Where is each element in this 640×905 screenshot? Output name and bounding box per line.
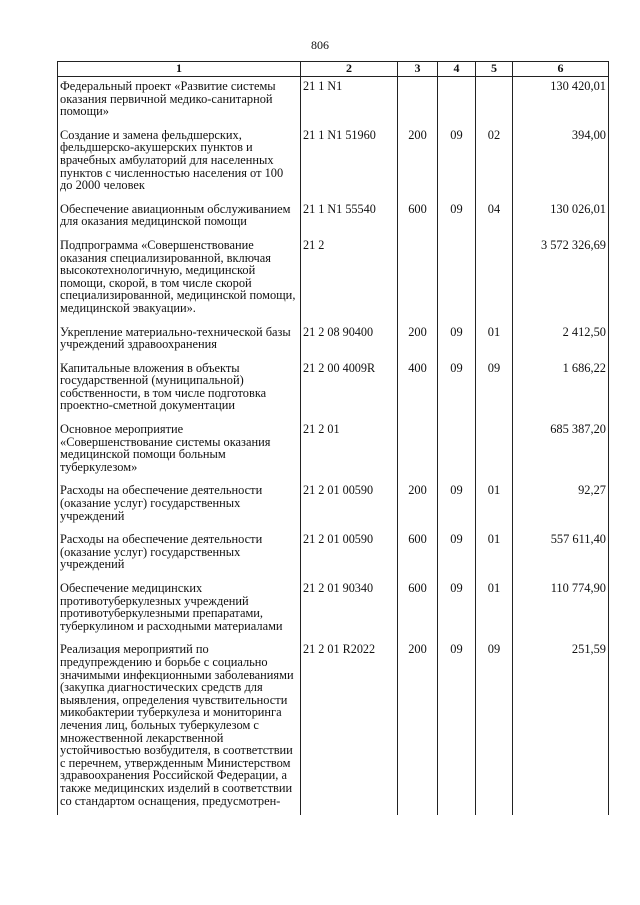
row-type: 200 bbox=[398, 323, 438, 359]
row-type: 200 bbox=[398, 640, 438, 815]
row-amount: 130 420,01 bbox=[513, 77, 609, 126]
table-row bbox=[58, 640, 609, 815]
row-type: 600 bbox=[398, 200, 438, 236]
row-subsection: 01 bbox=[476, 579, 513, 640]
row-amount: 3 572 326,69 bbox=[513, 236, 609, 323]
row-code: 21 1 N1 55540 bbox=[301, 200, 398, 236]
row-code: 21 2 00 4009R bbox=[301, 359, 398, 420]
row-code: 21 1 N1 51960 bbox=[301, 126, 398, 200]
row-amount: 394,00 bbox=[513, 126, 609, 200]
row-name: Обеспечение авиационным обслуживанием для оказания медицинской помощи bbox=[58, 200, 301, 236]
row-name: Федеральный проект «Развитие системы оказания первичной медико-санитарной помощи» bbox=[58, 77, 301, 126]
header-col-4: 4 bbox=[438, 62, 476, 77]
row-code: 21 2 bbox=[301, 236, 398, 323]
row-amount: 557 611,40 bbox=[513, 530, 609, 579]
row-section: 09 bbox=[438, 530, 476, 579]
table-row bbox=[58, 579, 609, 640]
row-section: 09 bbox=[438, 126, 476, 200]
row-subsection: 09 bbox=[476, 359, 513, 420]
budget-table bbox=[57, 61, 609, 815]
row-amount: 1 686,22 bbox=[513, 359, 609, 420]
row-subsection: 01 bbox=[476, 323, 513, 359]
row-type: 600 bbox=[398, 579, 438, 640]
row-amount: 110 774,90 bbox=[513, 579, 609, 640]
table-row bbox=[58, 200, 609, 236]
table-row bbox=[58, 323, 609, 359]
row-subsection: 04 bbox=[476, 200, 513, 236]
row-code: 21 1 N1 bbox=[301, 77, 398, 126]
header-col-3: 3 bbox=[398, 62, 438, 77]
row-type: 600 bbox=[398, 530, 438, 579]
row-code: 21 2 01 90340 bbox=[301, 579, 398, 640]
row-section bbox=[438, 420, 476, 481]
table-row bbox=[58, 530, 609, 579]
page-number: 806 bbox=[311, 38, 329, 52]
header-col-2: 2 bbox=[301, 62, 398, 77]
row-section bbox=[438, 77, 476, 126]
header-col-6: 6 bbox=[513, 62, 609, 77]
row-section: 09 bbox=[438, 200, 476, 236]
table-row bbox=[58, 420, 609, 481]
row-subsection: 01 bbox=[476, 530, 513, 579]
row-code: 21 2 01 00590 bbox=[301, 530, 398, 579]
header-col-5: 5 bbox=[476, 62, 513, 77]
row-subsection: 02 bbox=[476, 126, 513, 200]
row-code: 21 2 01 bbox=[301, 420, 398, 481]
row-section bbox=[438, 236, 476, 323]
row-name: Реализация мероприятий по предупреждению и борьбе с социально значимыми инфекционными заболеваниями (закупка диагностических средств для выявления, определения чувствительности микобактерии туберкулеза и мониторинга лечения лиц, больных туберкулезом с множественной лекарственной устойчивостью возбудителя, в соответствии с перечнем, утвержденным Министерством здравоохранения Российской Федерации, а также медицинских изделий в соответствии со стандартом оснащения, предусмотрен- bbox=[58, 640, 301, 815]
row-name: Подпрограмма «Совершенствование оказания специализированной, включая высокотехнологичную, медицинской помощи, скорой, в том числе скорой специализированной, медицинской помощи, медицинской эвакуации». bbox=[58, 236, 301, 323]
row-section: 09 bbox=[438, 579, 476, 640]
row-type bbox=[398, 77, 438, 126]
row-section: 09 bbox=[438, 359, 476, 420]
row-subsection bbox=[476, 77, 513, 126]
row-name: Создание и замена фельдшерских, фельдшерско-акушерских пунктов и врачебных амбулаторий для населенных пунктов с численностью населения от 100 до 2000 человек bbox=[58, 126, 301, 200]
table-row bbox=[58, 236, 609, 323]
row-name: Основное мероприятие «Совершенствование системы оказания медицинской помощи больным туберкулезом» bbox=[58, 420, 301, 481]
row-section: 09 bbox=[438, 481, 476, 530]
row-type bbox=[398, 420, 438, 481]
row-name: Обеспечение медицинских противотуберкулезных учреждений противотуберкулезными препаратами, туберкулином и расходными материалами bbox=[58, 579, 301, 640]
header-col-1: 1 bbox=[58, 62, 301, 77]
table-row bbox=[58, 126, 609, 200]
row-name: Укрепление материально-технической базы учреждений здравоохранения bbox=[58, 323, 301, 359]
row-section: 09 bbox=[438, 323, 476, 359]
row-amount: 251,59 bbox=[513, 640, 609, 815]
row-type bbox=[398, 236, 438, 323]
row-name: Расходы на обеспечение деятельности (оказание услуг) государственных учреждений bbox=[58, 481, 301, 530]
row-type: 200 bbox=[398, 126, 438, 200]
row-section: 09 bbox=[438, 640, 476, 815]
row-type: 400 bbox=[398, 359, 438, 420]
table-row bbox=[58, 359, 609, 420]
table-row bbox=[58, 77, 609, 126]
row-subsection bbox=[476, 236, 513, 323]
row-subsection: 01 bbox=[476, 481, 513, 530]
table-row bbox=[58, 481, 609, 530]
row-name: Расходы на обеспечение деятельности (оказание услуг) государственных учреждений bbox=[58, 530, 301, 579]
row-amount: 2 412,50 bbox=[513, 323, 609, 359]
table-header-row bbox=[58, 62, 609, 77]
row-amount: 130 026,01 bbox=[513, 200, 609, 236]
row-subsection bbox=[476, 420, 513, 481]
row-code: 21 2 01 R2022 bbox=[301, 640, 398, 815]
row-amount: 685 387,20 bbox=[513, 420, 609, 481]
row-name: Капитальные вложения в объекты государственной (муниципальной) собственности, в том числе подготовка проектно-сметной документации bbox=[58, 359, 301, 420]
row-amount: 92,27 bbox=[513, 481, 609, 530]
row-code: 21 2 01 00590 bbox=[301, 481, 398, 530]
row-type: 200 bbox=[398, 481, 438, 530]
row-code: 21 2 08 90400 bbox=[301, 323, 398, 359]
row-subsection: 09 bbox=[476, 640, 513, 815]
